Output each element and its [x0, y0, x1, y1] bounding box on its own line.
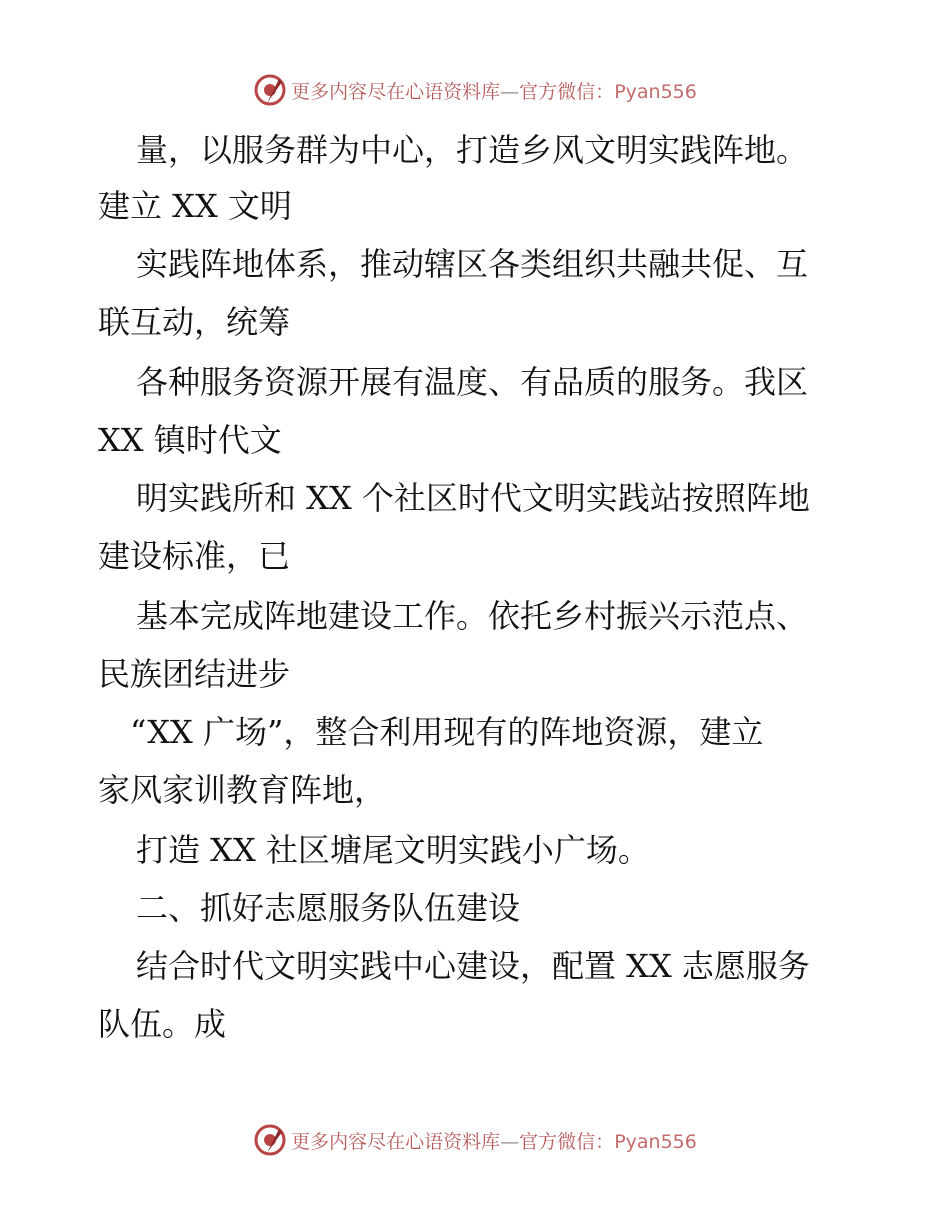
watermark-text: 更多内容尽在心语资料库—官方微信：Pyan556 — [291, 80, 697, 103]
paragraph-line: 打造 XX 社区塘尾文明实践小广场。 — [136, 831, 650, 869]
paragraph-line: “XX 广场”，整合利用现有的阵地资源，建立 — [130, 713, 764, 751]
paragraph-line: 建立 XX 文明 — [98, 187, 292, 225]
paragraph-line: 建设标准，已 — [98, 537, 291, 575]
paragraph-line: 民族团结进步 — [98, 655, 291, 693]
quill-logo-icon — [253, 73, 287, 107]
footer-watermark — [0, 1120, 950, 1160]
paragraph-line: 结合时代文明实践中心建设，配置 XX 志愿服务 — [136, 947, 810, 985]
header-watermark — [0, 70, 950, 110]
paragraph-line: 各种服务资源开展有温度、有品质的服务。我区 — [136, 363, 809, 401]
quill-logo-icon — [253, 1123, 287, 1157]
section-heading: 二、抓好志愿服务队伍建设 — [136, 889, 521, 927]
paragraph-line: 量，以服务群为中心，打造乡风文明实践阵地。 — [136, 131, 809, 169]
paragraph-line: 基本完成阵地建设工作。依托乡村振兴示范点、 — [136, 597, 809, 635]
watermark-text: 更多内容尽在心语资料库—官方微信：Pyan556 — [291, 1130, 697, 1153]
paragraph-line: XX 镇时代文 — [98, 421, 282, 459]
paragraph-line: 明实践所和 XX 个社区时代文明实践站按照阵地 — [136, 479, 810, 517]
paragraph-line: 家风家训教育阵地， — [98, 771, 387, 809]
paragraph-line: 队伍。成 — [98, 1005, 227, 1043]
paragraph-line: 实践阵地体系，推动辖区各类组织共融共促、互 — [136, 245, 809, 283]
paragraph-line: 联互动，统筹 — [98, 303, 291, 341]
